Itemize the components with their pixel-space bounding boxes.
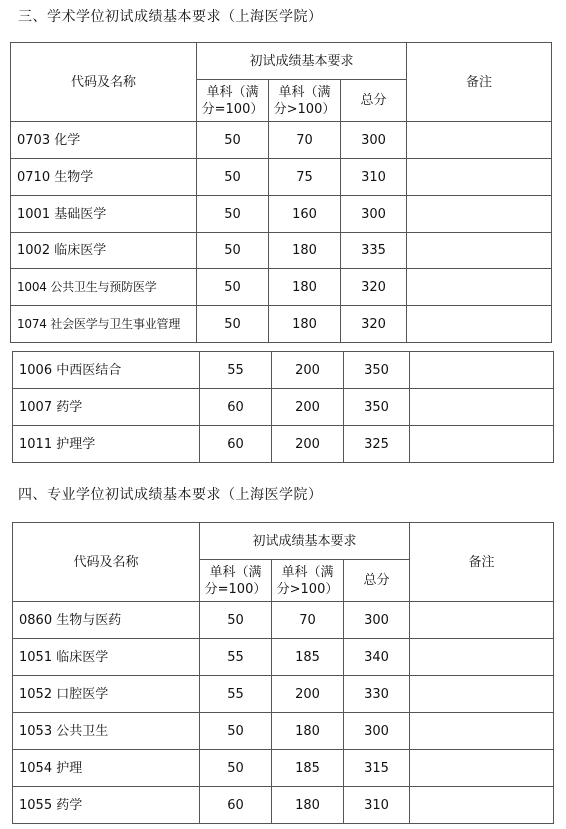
row-single-gt100: 70 [269,122,341,159]
row-remark [410,787,554,824]
row-single-100: 50 [197,233,269,269]
row-name: 1002 临床医学 [11,233,197,269]
row-remark [410,713,554,750]
col-header-name: 代码及名称 [13,523,200,602]
row-single-100: 60 [200,787,272,824]
row-remark [410,426,554,463]
table-row [13,389,554,426]
row-name: 1051 临床医学 [13,639,200,676]
row-total: 350 [344,389,410,426]
row-remark [410,750,554,787]
table-row [11,306,552,343]
row-total: 300 [341,196,407,233]
row-single-gt100: 180 [269,233,341,269]
row-single-gt100: 70 [272,602,344,639]
row-total: 300 [341,122,407,159]
row-total: 325 [344,426,410,463]
col-header-total: 总分 [341,80,407,122]
row-single-100: 60 [200,389,272,426]
row-name: 1007 药学 [13,389,200,426]
row-single-100: 55 [200,639,272,676]
row-remark [410,676,554,713]
table-row [11,196,552,233]
col-header-remark: 备注 [410,523,554,602]
row-total: 300 [344,713,410,750]
row-single-gt100: 185 [272,639,344,676]
row-remark [410,602,554,639]
row-single-gt100: 75 [269,159,341,196]
row-single-gt100: 180 [269,306,341,343]
row-single-gt100: 200 [272,352,344,389]
col-header-single-100: 单科（满 分=100） [197,80,269,122]
row-name: 1006 中西医结合 [13,352,200,389]
col-header-remark: 备注 [407,43,552,122]
row-name: 1053 公共卫生 [13,713,200,750]
table-row [11,233,552,269]
col-header-single-gt100: 单科（满 分>100） [272,560,344,602]
row-name: 1004 公共卫生与预防医学 [11,269,197,306]
col-header-single-gt100: 单科（满 分>100） [269,80,341,122]
row-single-gt100: 200 [272,676,344,713]
row-single-gt100: 180 [272,713,344,750]
row-remark [407,306,552,343]
table-row [13,713,554,750]
row-name: 1001 基础医学 [11,196,197,233]
row-remark [407,122,552,159]
row-name: 1052 口腔医学 [13,676,200,713]
row-single-100: 50 [197,269,269,306]
row-name: 1011 护理学 [13,426,200,463]
row-single-gt100: 200 [272,426,344,463]
row-name: 0703 化学 [11,122,197,159]
col-header-group: 初试成绩基本要求 [197,43,407,80]
row-total: 310 [341,159,407,196]
row-single-gt100: 160 [269,196,341,233]
section3-table-b [12,351,554,463]
col-header-group: 初试成绩基本要求 [200,523,410,560]
row-total: 315 [344,750,410,787]
table-row [13,426,554,463]
row-single-100: 55 [200,352,272,389]
row-total: 300 [344,602,410,639]
table-row [11,159,552,196]
row-name: 0710 生物学 [11,159,197,196]
table-row [13,639,554,676]
row-remark [410,352,554,389]
row-name: 1054 护理 [13,750,200,787]
table-row [11,122,552,159]
row-total: 320 [341,269,407,306]
col-header-name: 代码及名称 [11,43,197,122]
row-remark [410,639,554,676]
table-row [13,602,554,639]
table-row [13,352,554,389]
row-single-100: 60 [200,426,272,463]
row-remark [407,269,552,306]
col-header-total: 总分 [344,560,410,602]
row-single-100: 50 [197,122,269,159]
row-remark [410,389,554,426]
table-row [13,787,554,824]
row-single-100: 55 [200,676,272,713]
row-single-100: 50 [200,750,272,787]
row-single-100: 50 [197,159,269,196]
section4-heading: 四、专业学位初试成绩基本要求（上海医学院） [18,487,323,503]
row-total: 350 [344,352,410,389]
row-single-gt100: 180 [272,787,344,824]
row-total: 340 [344,639,410,676]
row-total: 330 [344,676,410,713]
row-total: 320 [341,306,407,343]
row-remark [407,196,552,233]
section3-table-a [10,42,552,343]
row-name: 1074 社会医学与卫生事业管理 [11,306,197,343]
row-remark [407,159,552,196]
row-single-gt100: 185 [272,750,344,787]
table-row [13,676,554,713]
col-header-single-100: 单科（满 分=100） [200,560,272,602]
table-row [11,269,552,306]
row-name: 0860 生物与医药 [13,602,200,639]
row-single-gt100: 200 [272,389,344,426]
row-name: 1055 药学 [13,787,200,824]
row-total: 335 [341,233,407,269]
row-single-100: 50 [200,713,272,750]
row-single-100: 50 [197,196,269,233]
section4-table [12,522,554,824]
table-row [13,750,554,787]
row-single-100: 50 [197,306,269,343]
row-remark [407,233,552,269]
row-single-gt100: 180 [269,269,341,306]
row-single-100: 50 [200,602,272,639]
section3-heading: 三、学术学位初试成绩基本要求（上海医学院） [18,9,323,25]
row-total: 310 [344,787,410,824]
